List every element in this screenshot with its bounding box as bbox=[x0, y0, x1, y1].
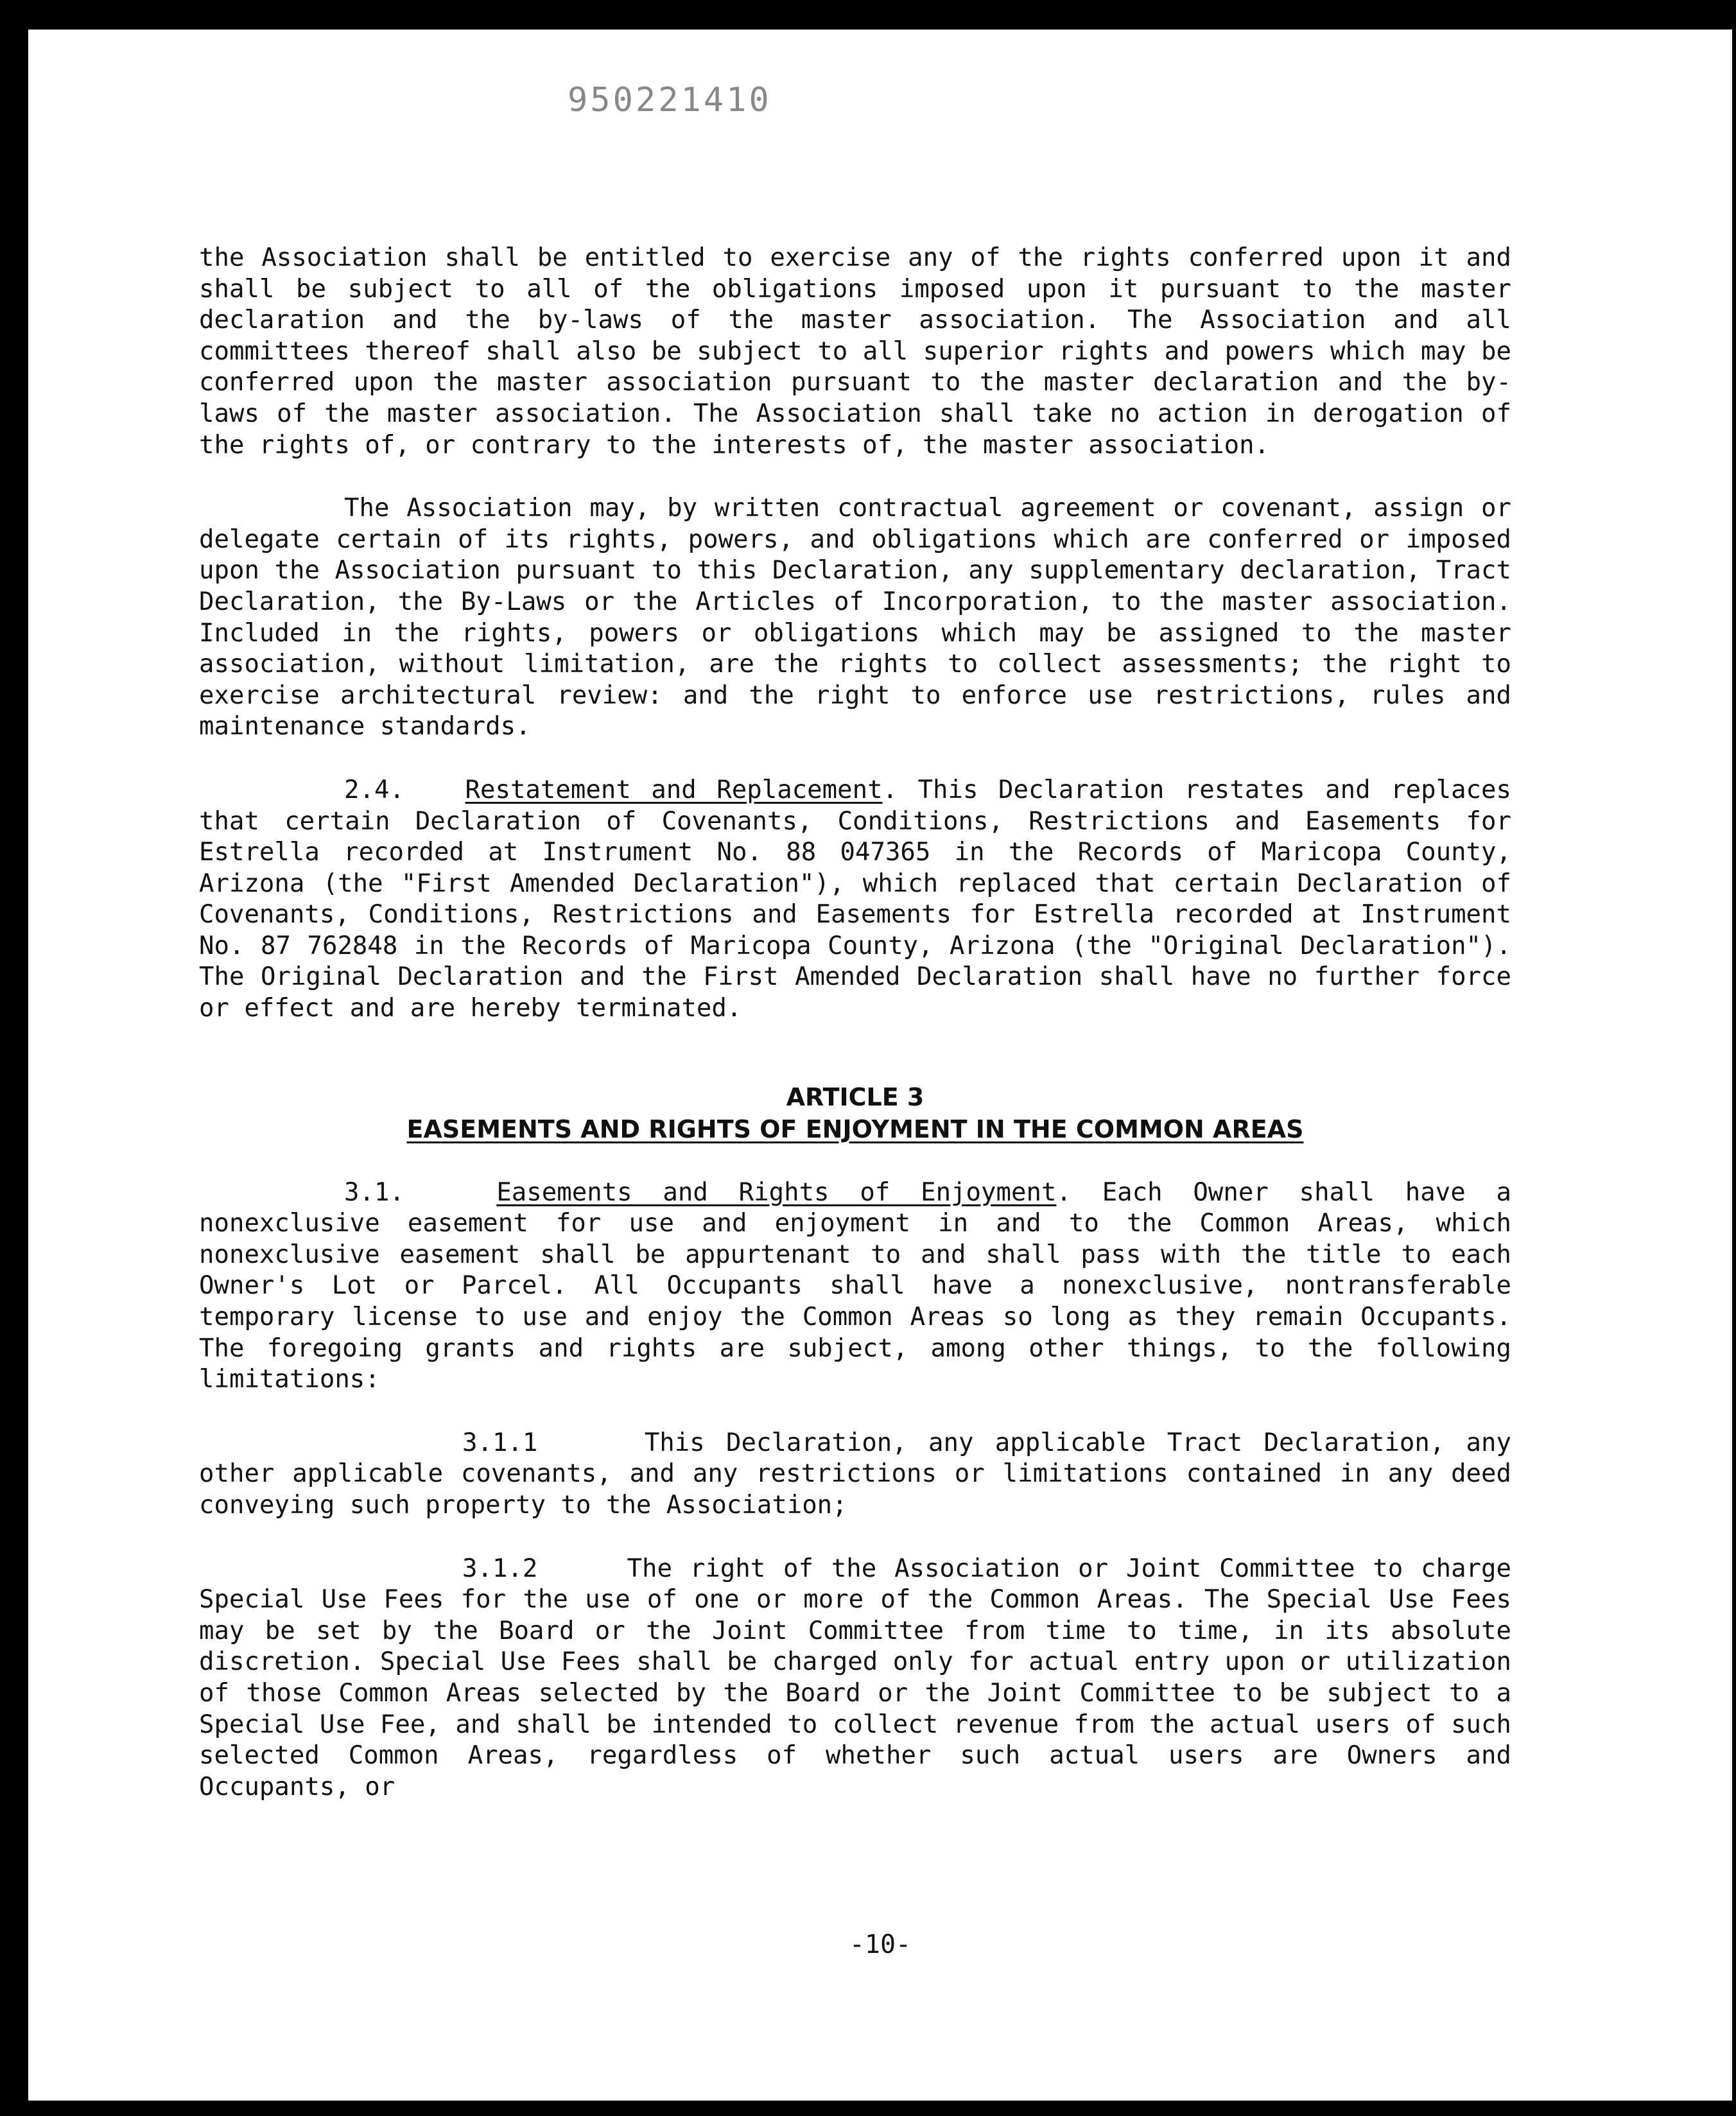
section-3-1-number: 3.1. bbox=[344, 1177, 404, 1207]
section-2-4-text: . This Declaration restates and replaces that certain Declaration of Covenants, Conditions, Restrictions and Easements for Estrella recorded at Instrument No. 88 047365 in the Records of Maricopa County, Arizona (the "First Amended Declaration"), which replaced that certain Declaration of Covenants, Conditions, Restrictions and Easements for Estrella recorded at Instrument No. 87 762848 in the Records of Maricopa County, Arizona (the "Original Declaration"). The Original Declaration and the First Amended Declaration shall have no further force or effect and are hereby terminated. bbox=[199, 775, 1511, 1023]
section-3-1-text: . Each Owner shall have a nonexclusive easement for use and enjoyment in and to the Common Areas, which nonexclusive easement shall be appurtenant to and shall pass with the title to each Owner's Lot or Parcel. All Occupants shall have a nonexclusive, nontransferable temporary license to use and enjoy the Common Areas so long as they remain Occupants. The foregoing grants and rights are subject, among other things, to the following limitations: bbox=[199, 1177, 1511, 1394]
article-label: ARTICLE 3 bbox=[786, 1082, 924, 1111]
section-2-4-title: Restatement and Replacement bbox=[465, 775, 883, 804]
paragraph-delegation: The Association may, by written contractual agreement or covenant, assign or delegate certain of its rights, powers, and obligations which are conferred or imposed upon the Association pursuant to this Declaration, any supplementary declaration, Tract Declaration, the By-Laws or the Articles of Incorporation, to the master association. Included in the rights, powers or obligations which may be assigned to the master association, without limitation, are the rights to collect assessments; the right to exercise architectural review: and the right to enforce use restrictions, rules and maintenance standards. bbox=[199, 494, 1511, 741]
section-3-1-2 bbox=[199, 1554, 1511, 1803]
article-3-header bbox=[199, 1081, 1511, 1145]
section-2-4-number: 2.4. bbox=[344, 775, 404, 804]
paragraph-association-rights: the Association shall be entitled to exercise any of the rights conferred upon it and shall be subject to all of the obligations imposed upon it pursuant to the master declaration and the by-laws of the master association. The Association and all committees thereof shall also be subject to all superior rights and powers which may be conferred upon the master association pursuant to the master declaration and the by-laws of the master association. The Association shall take no action in derogation of the rights of, or contrary to the interests of, the master association. bbox=[199, 243, 1511, 460]
section-3-1-1 bbox=[199, 1428, 1511, 1522]
section-2-4 bbox=[199, 775, 1511, 1025]
section-3-1-title: Easements and Rights of Enjoyment bbox=[496, 1177, 1057, 1207]
page-number: -10- bbox=[849, 1930, 912, 1959]
section-3-1-1-text: This Declaration, any applicable Tract Declaration, any other applicable covenants, and any restrictions or limitations contained in any deed conveying such property to the Association; bbox=[199, 1428, 1512, 1520]
document-body bbox=[199, 243, 1511, 1835]
section-3-1-2-text: The right of the Association or Joint Committee to charge Special Use Fees for the use of one or more of the Common Areas. The Special Use Fees may be set by the Board or the Joint Committee from time to time, in its absolute discretion. Special Use Fees shall be charged only for actual entry upon or utilization of those Common Areas selected by the Board or the Joint Committee to be subject to a Special Use Fee, and shall be intended to collect revenue from the actual users of such selected Common Areas, regardless of whether such actual users are Owners and Occupants, or bbox=[199, 1554, 1511, 1801]
article-heading: EASEMENTS AND RIGHTS OF ENJOYMENT IN THE COMMON AREAS bbox=[406, 1114, 1304, 1143]
section-3-1-2-number: 3.1.2 bbox=[462, 1554, 538, 1583]
section-3-1-1-number: 3.1.1 bbox=[462, 1428, 538, 1457]
section-3-1 bbox=[199, 1177, 1511, 1396]
document-page bbox=[28, 30, 1732, 2101]
document-number-stamp: 950221410 bbox=[568, 81, 772, 119]
